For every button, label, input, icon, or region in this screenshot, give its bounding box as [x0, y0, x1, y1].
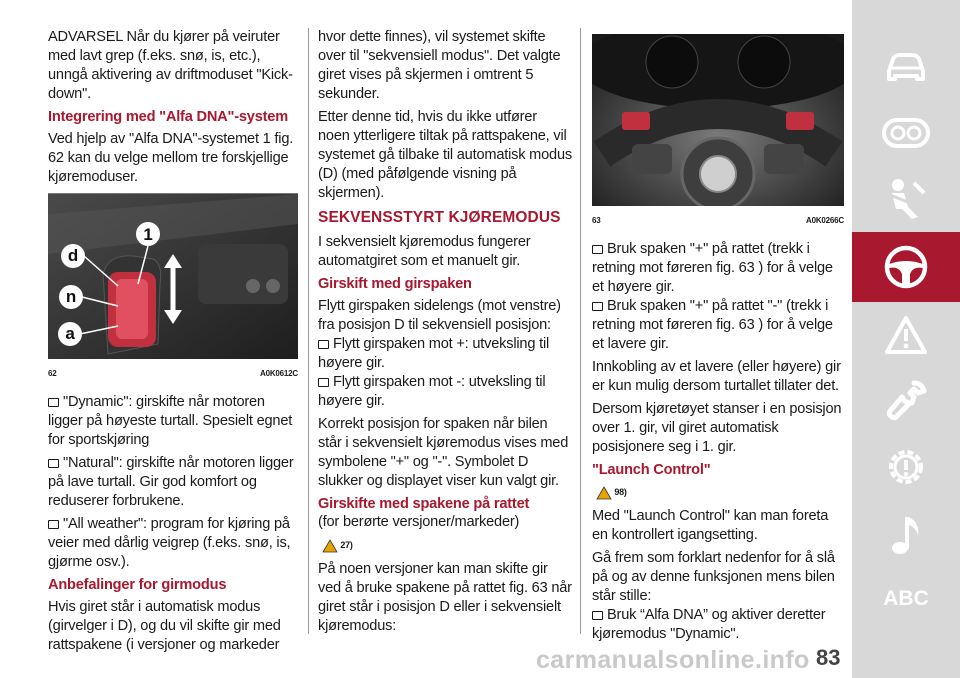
paragraph: Korrekt posisjon for spaken når bilen står i sekvensielt kjøremodus vises med symbolene "+" og "-". Symbolet D slukker og displayet viser kun valgt gir.	[318, 416, 569, 489]
bullet-item: Bruk spaken "+" på rattet "-" (trekk i retning mot føreren fig. 63 ) for å velge et lavere gir.	[592, 298, 833, 352]
warning-triangle-icon	[596, 486, 612, 500]
chapter-sidebar	[852, 0, 960, 678]
column-2	[318, 28, 572, 640]
figure-62-image	[48, 193, 298, 359]
steering-wheel-icon	[883, 244, 929, 290]
paragraph: (for berørte versjoner/markeder)	[318, 514, 520, 530]
paragraph: Etter denne tid, hvis du ikke utfører noen ytterligere tiltak på rattspakene, vil systemet gå tilbake til automatisk modus (D) (med påfølgende visning på skjermen).	[318, 109, 572, 201]
bullet-icon	[48, 459, 59, 468]
column-1	[48, 28, 298, 659]
section-heading-girspaken: Girskift med girspaken	[318, 276, 472, 292]
warning-paragraph: ADVARSEL Når du kjører på veiruter med lavt grep (f.eks. snø, is, etc.), unngå aktivering av driftmoduset "Kick-down".	[48, 29, 293, 102]
music-note-icon	[888, 513, 924, 557]
section-heading-alfa-dna: Integrering med "Alfa DNA"-system	[48, 109, 288, 125]
sidebar-item-emergency[interactable]	[852, 366, 960, 436]
sidebar-item-safety[interactable]	[852, 164, 960, 234]
figure-62-caption	[48, 364, 298, 383]
bullet-icon	[48, 398, 59, 407]
bullet-item: Bruk spaken "+" på rattet (trekk i retning mot føreren fig. 63 ) for å velge et høyere gir.	[592, 241, 833, 295]
car-icon	[883, 49, 929, 85]
figure-code: A0K0266C	[806, 216, 844, 225]
sidebar-item-warnings[interactable]	[852, 300, 960, 370]
warning-reference: 98)	[596, 483, 844, 501]
paragraph: Hvis giret står i automatisk modus (girvelger i D), og du vil skifte gir med rattspakene (i versjoner og markeder	[48, 599, 281, 653]
bullet-item: "All weather": program for kjøring på veier med dårlig veigrep (f.eks. snø, is, gjørme osv.).	[48, 516, 291, 570]
section-heading-sekvensstyrt: SEKVENSSTYRT KJØREMODUS	[318, 209, 561, 226]
warning-reference: 27)	[322, 536, 572, 554]
sidebar-item-index[interactable]	[852, 564, 960, 634]
figure-number: 62	[48, 369, 57, 378]
wrench-icon	[884, 379, 928, 423]
bullet-icon	[592, 302, 603, 311]
figure-62-label-n: n	[65, 287, 77, 306]
page-number: 83	[816, 645, 841, 670]
paragraph: hvor dette finnes), vil systemet skifte over til "sekvensiell modus". Det valgte giret vises på skjermen i omtrent 5 sekunder.	[318, 29, 561, 102]
paragraph: Dersom kjøretøyet stanser i en posisjon over 1. gir, vil giret automatisk posisjonere seg i 1. gir.	[592, 401, 842, 455]
sidebar-item-multimedia[interactable]	[852, 500, 960, 570]
watermark: carmanualsonline.info	[536, 646, 810, 674]
paragraph: Ved hjelp av "Alfa DNA"-systemet 1 fig. 62 kan du velge mellom tre forskjellige kjøremoduser.	[48, 131, 294, 185]
figure-62-label-1: 1	[143, 225, 153, 244]
sidebar-item-dashboard[interactable]	[852, 98, 960, 168]
figure-63-image	[592, 34, 844, 206]
paragraph: Innkobling av et lavere (eller høyere) gir er kun mulig dersom turtallet tillater det.	[592, 359, 841, 394]
bullet-item: "Dynamic": girskifte når motoren ligger på høyeste turtall. Spesielt egnet for sportskjøring	[48, 394, 293, 448]
bullet-icon	[318, 340, 329, 349]
seatbelt-icon	[884, 177, 928, 221]
paragraph: I sekvensielt kjøremodus fungerer automatgiret som et manuelt gir.	[318, 234, 531, 269]
section-heading-rattet: Girskifte med spakene på rattet	[318, 496, 530, 512]
warning-triangle-icon	[884, 315, 928, 355]
index-abc-label: ABC	[883, 587, 929, 610]
bullet-item: "Natural": girskifte når motoren ligger på lave turtall. Gir god komfort og reduserer forbrukene.	[48, 455, 294, 509]
dashboard-icon	[881, 116, 931, 150]
bullet-item: Bruk “Alfa DNA” og aktiver deretter kjøremodus "Dynamic".	[592, 607, 826, 642]
column-divider	[308, 28, 309, 634]
paragraph: Med "Launch Control" kan man foreta en kontrollert igangsetting.	[592, 508, 829, 543]
bullet-item: Flytt girspaken mot +: utveksling til høyere gir.	[318, 336, 550, 371]
bullet-icon	[592, 611, 603, 620]
figure-number: 63	[592, 216, 601, 225]
section-heading-launch-control: "Launch Control"	[592, 462, 711, 478]
service-gear-icon	[883, 444, 929, 490]
warning-triangle-icon	[322, 539, 338, 553]
section-heading-girmodus: Anbefalinger for girmodus	[48, 577, 227, 593]
figure-62-label-a: a	[65, 324, 75, 343]
bullet-icon	[592, 245, 603, 254]
paragraph: Gå frem som forklart nedenfor for å slå på og av denne funksjonen mens bilen står stille:	[592, 550, 835, 604]
figure-63-caption	[592, 211, 844, 230]
bullet-icon	[318, 378, 329, 387]
bullet-icon	[48, 520, 59, 529]
paragraph: Flytt girspaken sidelengs (mot venstre) fra posisjon D til sekvensiell posisjon:	[318, 298, 561, 333]
figure-62-label-d: d	[67, 246, 79, 265]
sidebar-item-vehicle[interactable]	[852, 32, 960, 102]
figure-code: A0K0612C	[260, 369, 298, 378]
column-3	[592, 34, 844, 648]
bullet-item: Flytt girspaken mot -: utveksling til høyere gir.	[318, 374, 546, 409]
paragraph: På noen versjoner kan man skifte gir ved å bruke spakene på rattet fig. 63 når giret står i posisjon D eller i sekvensielt kjøremodus:	[318, 561, 572, 634]
sidebar-item-driving[interactable]	[852, 232, 960, 302]
column-divider	[580, 28, 581, 634]
sidebar-item-service[interactable]	[852, 432, 960, 502]
